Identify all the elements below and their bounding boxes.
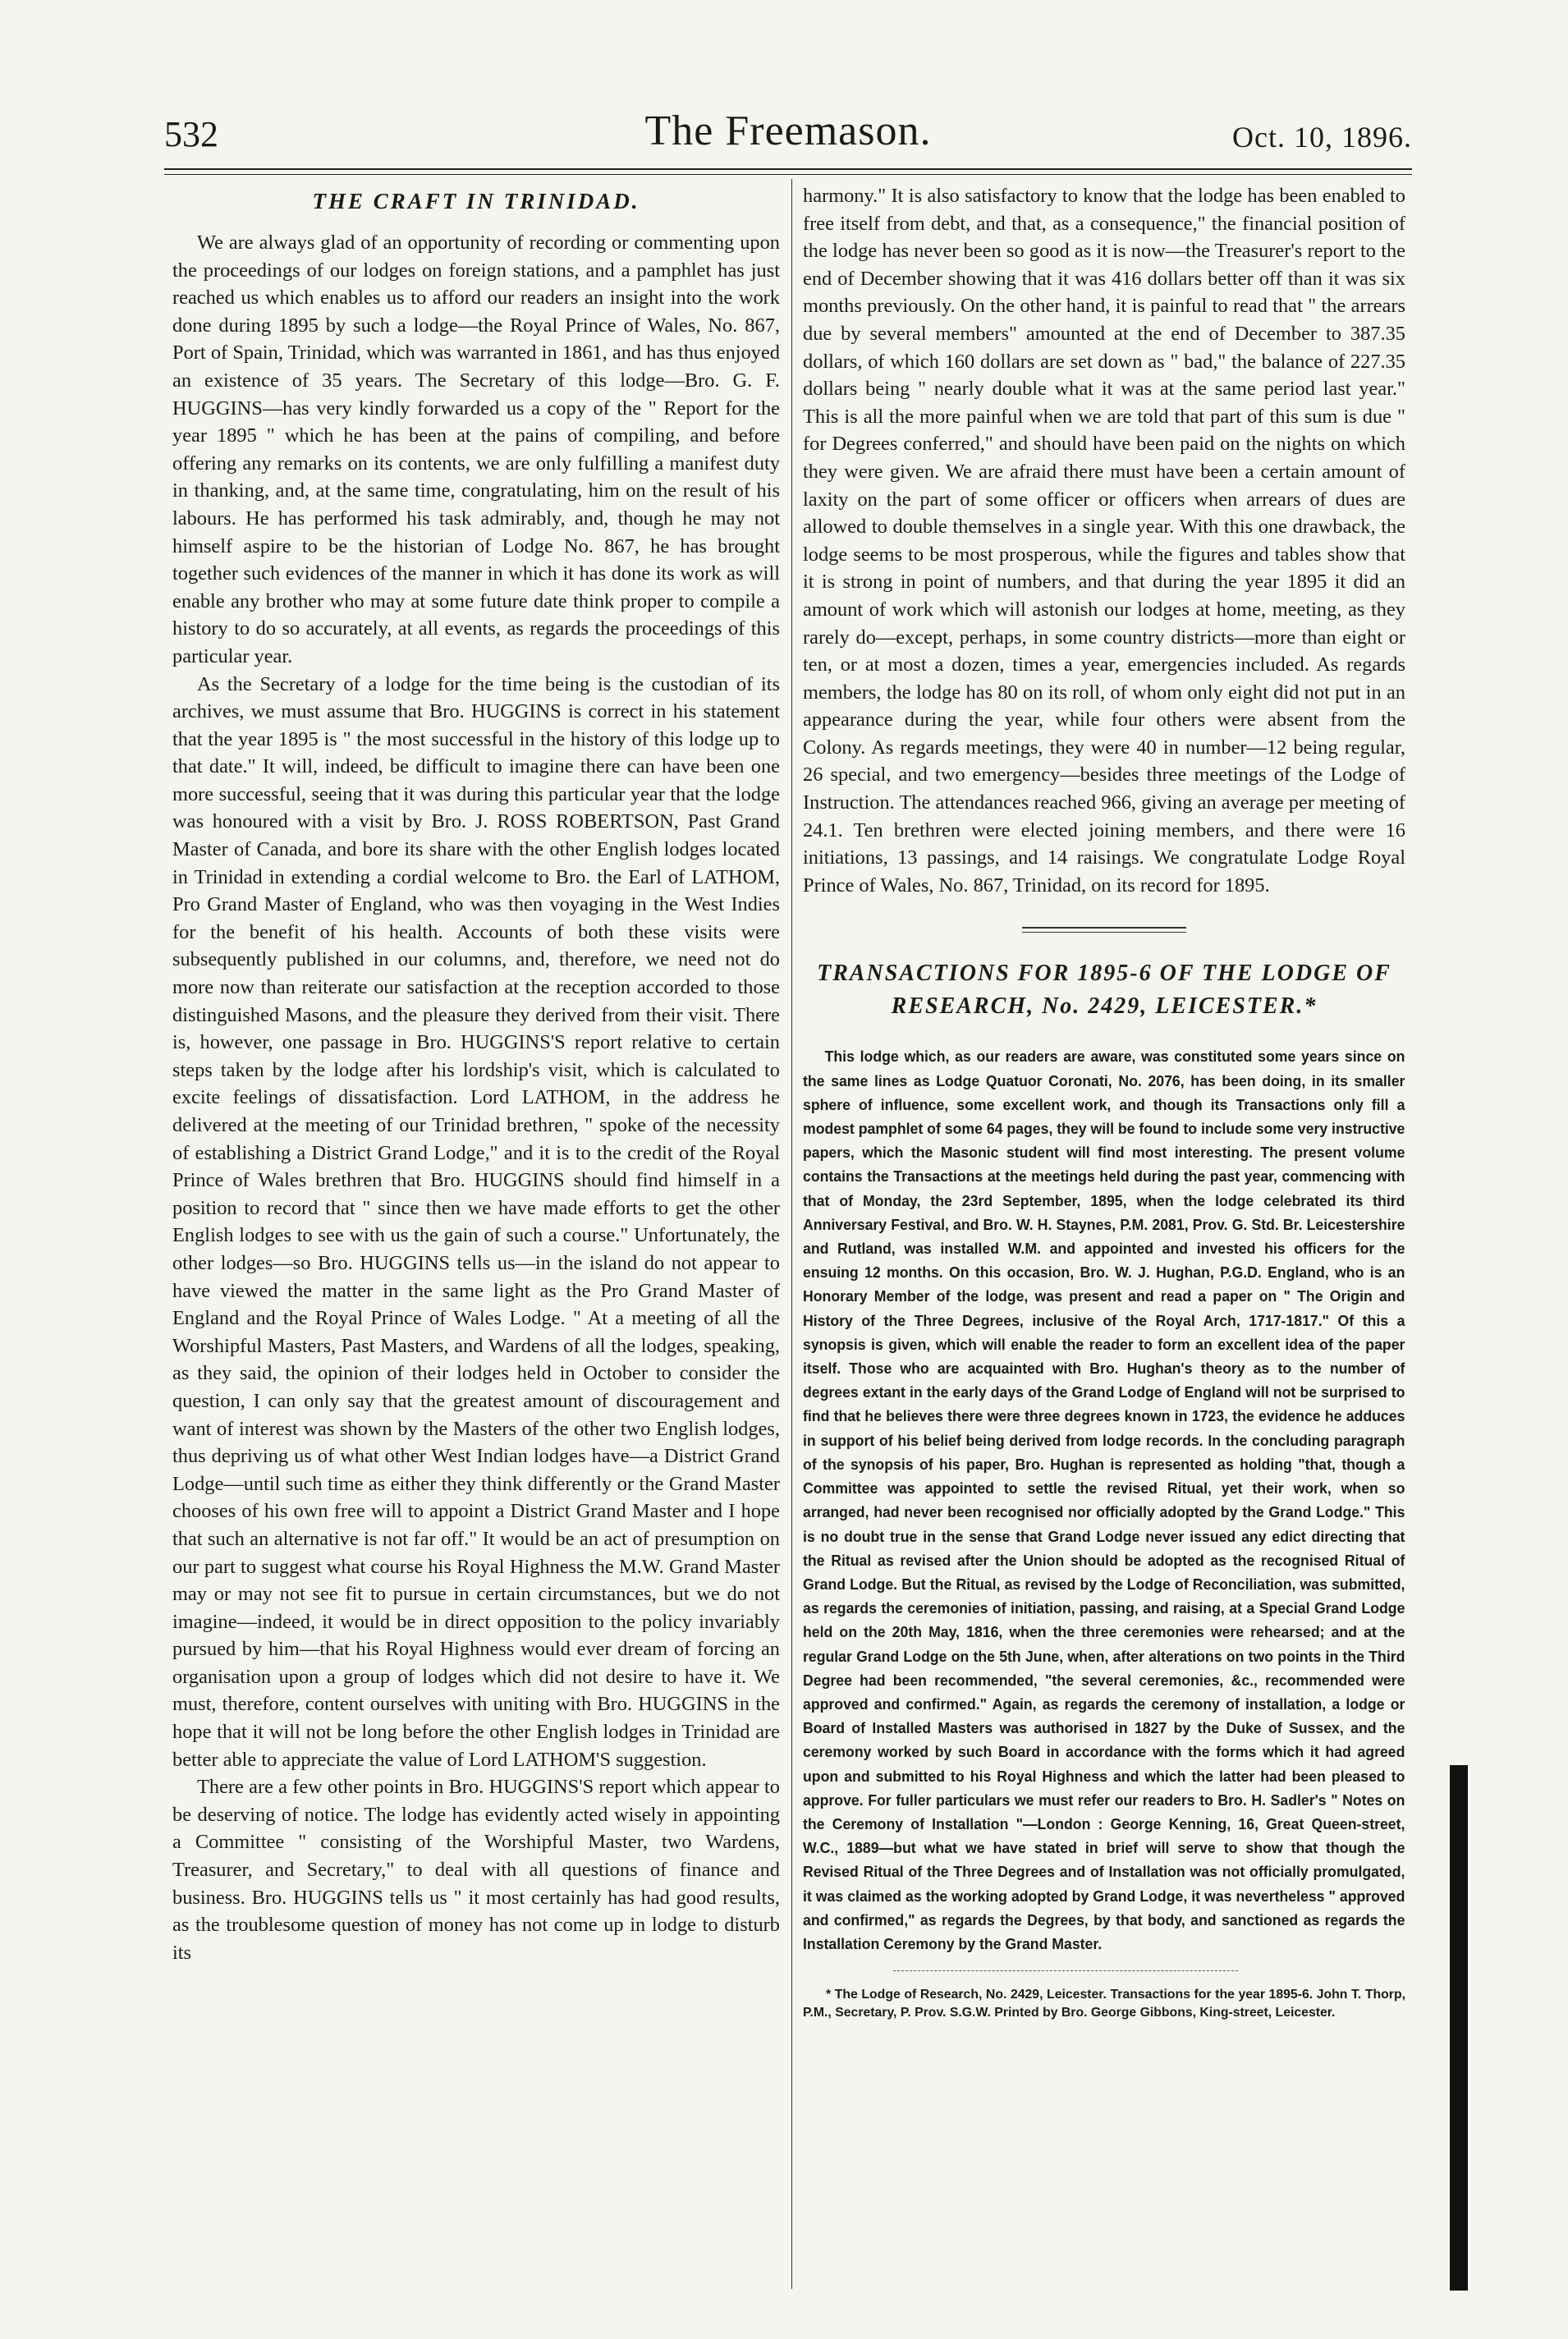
article-continuation: harmony." It is also satisfactory to know that the lodge has been enabled to free itself from debt, and that, as a consequence," the financial position of the lodge has never been so good as it is now—the Treasurer's report to the end of December showing that it was 416 dollars better off than it was six months previously. On the other hand, it is painful to read that " the arrears due by several members" amounted at the end of December to 387.35 dollars, of which 160 dollars are set down as " bad," the balance of 227.35 dollars being " nearly double what it was at the same period last year." This is all the more painful when we are told that part of this sum is due " for Degrees conferred," and should have been paid on the nights on which they were given. We are afraid there must have been a certain amount of laxity on the part of some officer or officers when arrears of dues are allowed to double themselves in a single year. With this one drawback, the lodge seems to be most prosperous, while the figures and tables show that it is strong in point of numbers, and that during the year 1895 it did an amount of work which will astonish our lodges at home, meeting, as they rarely do—except, perhaps, in some country districts—more than eight or ten, or at most a dozen, times a year, emergencies included. As regards members, the lodge has 80 on its roll, of whom only eight did not put in an appearance during the year, while four others were absent from the Colony. As regards meetings, they were 40 in number—12 being regular, 26 special, and two emergency—besides three meetings of the Lodge of Instruction. The attendances reached 966, giving an average per meeting of 24.1. Ten brethren were elected joining members, and there were 16 initiations, 13 passings, and 14 raisings. We congratulate Lodge Royal Prince of Wales, No. 867, Trinidad, on its record for 1895.: [803, 185, 1405, 897]
article-body: This lodge which, as our readers are aware, was constituted some years since on the same lines as Lodge Quatuor Coronati, No. 2076, has been doing, in its smaller sphere of influence, some excellent work, and though its Transactions only fill a modest pamphlet of some 64 pages, they will be found to include some very instructive papers, which the Masonic student will find most interesting. The present volume contains the Transactions at the meetings held during the past year, commencing with that of Monday, the 23rd September, 1895, when the lodge celebrated its third Anniversary Festival, and Bro. W. H. Staynes, P.M. 2081, Prov. G. Std. Br. Leicestershire and Rutland, was installed W.M. and appointed and invested his officers for the ensuing 12 months. On this occasion, Bro. W. J. Hughan, P.G.D. England, who is an Honorary Member of the lodge, was present and read a paper on " The Origin and History of the Three Degrees, inclusive of the Royal Arch, 1717-1817." Of this a synopsis is given, which will enable the reader to form an excellent idea of the paper itself. Those who are acquainted with Bro. Hughan's theory as to the number of degrees extant in the early days of the Grand Lodge of England will not be surprised to find that he believes there were three degrees known in 1723, the evidence he adduces in support of his belief being derived from lodge records. In the concluding paragraph of the synopsis of his paper, Bro. Hughan is represented as holding "that, though a Committee was appointed to settle the revised Ritual, yet their work, when so arranged, had never been recognised nor officially adopted by the Grand Lodge." This is no doubt true in the sense that Grand Lodge never issued any edict directing that the Ritual as revised after the Union should be adopted as the recognised Ritual of Grand Lodge. But the Ritual, as revised by the Lodge of Reconciliation, was submitted, as regards the ceremonies of initiation, passing, and raising, at a Special Grand Lodge held on the 20th May, 1816, when the three ceremonies were rehearsed; and at the regular Grand Lodge on the 5th June, when, after alterations on two points in the Third Degree had been recommended, "the several ceremonies, &c., recommended were approved and confirmed." Again, as regards the ceremony of installation, a lodge or Board of Installed Masters was authorised in 1827 by the Duke of Sussex, and the ceremony worked by such Board in accordance with the forms which it had agreed upon and submitted to his Royal Highness and which the latter had been pleased to approve. For fuller particulars we must refer our readers to Bro. H. Sadler's " Notes on the Ceremony of Installation "—London : George Kenning, 16, Great Queen-street, W.C., 1889—but what we have stated in brief will serve to show that though the Revised Ritual of the Three Degrees and of Installation was not officially promulgated, it was claimed as the working adopted by Grand Lodge, it was nevertheless " approved and confirmed," as regards the Degrees, by that body, and sanctioned as regards the Installation Ceremony by the Grand Master.: [803, 1048, 1405, 1952]
article-paragraph: We are always glad of an opportunity of recording or commenting upon the proceedings of our lodges on foreign stations, and a pamphlet has just reached us which enables us to afford our readers an insight into the work done during 1895 by such a lodge—the Royal Prince of Wales, No. 867, Port of Spain, Trinidad, which was warranted in 1861, and has thus enjoyed an existence of 35 years. The Secretary of this lodge—Bro. G. F. HUGGINS—has very kindly forwarded us a copy of the " Report for the year 1895 " which he has been at the pains of compiling, and before offering any remarks on its contents, we are only fulfilling a manifest duty in thanking, and, at the same time, congratulating, him on the result of his labours. He has performed his task admirably, and, though he may not himself aspire to be the historian of Lodge No. 867, he has brought together such evidences of the manner in which it has done its work as will enable any brother who may at some future date think proper to compile a history to do so accurately, at all events, as regards the proceedings of this particular year.: [172, 232, 780, 667]
footnote-rule: [893, 1970, 1238, 1971]
left-column: [172, 182, 780, 1966]
column-divider: [791, 179, 792, 2289]
article-paragraph: As the Secretary of a lodge for the time being is the custodian of its archives, we must assume that Bro. HUGGINS is correct in his statement that the year 1895 is " the most successful in the history of this lodge up to that date." It will, indeed, be difficult to imagine there can have been one more successful, seeing that it was during this particular year that the lodge was honoured with a visit by Bro. J. ROSS ROBERTSON, Past Grand Master of Canada, and bore its share with the other English lodges located in Trinidad in extending a cordial welcome to Bro. the Earl of LATHOM, Pro Grand Master of England, who was then voyaging in the West Indies for the benefit of his health. Accounts of both these visits were subsequently published in our columns, and, therefore, we need not do more now than reiterate our satisfaction at the reception accorded to those distinguished Masons, and the pleasure they derived from their visit. There is, however, one passage in Bro. HUGGINS'S report relative to certain steps taken by the lodge after his lordship's visit, which is calculated to excite feelings of dissatisfaction. Lord LATHOM, in the address he delivered at the meeting of our Trinidad brethren, " spoke of the necessity of establishing a District Grand Lodge," and it is to the credit of the Royal Prince of Wales brethren that Bro. HUGGINS should find himself in a position to record that " since then we have made efforts to get the other English lodges to see with us the gain of such a course." Unfortunately, the other lodges—so Bro. HUGGINS tells us—in the island do not appear to have viewed the matter in the same light as the Pro Grand Master of England and the Royal Prince of Wales Lodge. " At a meeting of all the Worshipful Masters, Past Masters, and Wardens of all the lodges, speaking, as they said, the opinion of their lodges held in October to consider the question, I can only say that the greatest amount of discouragement and want of interest was shown by the Masters of the other two English lodges, thus depriving us of what other West Indian lodges have—a District Grand Lodge—until such time as either they think differently or the Grand Master chooses of his own free will to appoint a District Grand Master and I hope that such an alternative is not far off." It would be an act of presumption on our part to suggest what course his Royal Highness the M.W. Grand Master may or may not see fit to pursue in certain circumstances, but we do not imagine—indeed, it would be in direct opposition to the policy invariably pursued by him—that his Royal Highness would ever dream of forcing an organisation upon a group of lodges which did not desire to have it. We must, therefore, content ourselves with uniting with Bro. HUGGINS in the hope that it will not be long before the other English lodges in Trinidad are better able to appreciate the value of Lord LATHOM'S suggestion.: [172, 672, 780, 1771]
right-column: [803, 182, 1405, 2022]
page-number: 532: [164, 114, 218, 154]
article-title: THE CRAFT IN TRINIDAD.: [312, 189, 640, 213]
article-title: [803, 957, 1405, 1023]
page-edge-shadow: [1450, 1765, 1468, 2291]
paper-name: The Freemason.: [644, 108, 932, 154]
article-title-line: RESEARCH, No. 2429, LEICESTER.*: [891, 993, 1318, 1020]
footnote: * The Lodge of Research, No. 2429, Leicester. Transactions for the year 1895-6. John T. Thorp, P.M., Secretary, P. Prov. S.G.W. Printed by Bro. George Gibbons, King-street, Leicester.: [803, 1988, 1405, 2020]
article-separator: [1022, 927, 1186, 933]
article-paragraph: There are a few other points in Bro. HUGGINS'S report which appear to be deserving of notice. The lodge has evidently acted wisely in appointing a Committee " consisting of the Worshipful Master, two Wardens, Treasurer, and Secretary," to deal with all questions of finance and business. Bro. HUGGINS tells us " it most certainly has had good results, as the troublesome question of money has not come up in lodge to disturb its: [172, 1776, 780, 1964]
header-rule: [164, 168, 1412, 170]
issue-date: Oct. 10, 1896.: [1232, 121, 1412, 154]
header-rule-thin: [164, 174, 1412, 175]
article-title-line: TRANSACTIONS FOR 1895-6 OF THE LODGE OF: [817, 961, 1391, 987]
